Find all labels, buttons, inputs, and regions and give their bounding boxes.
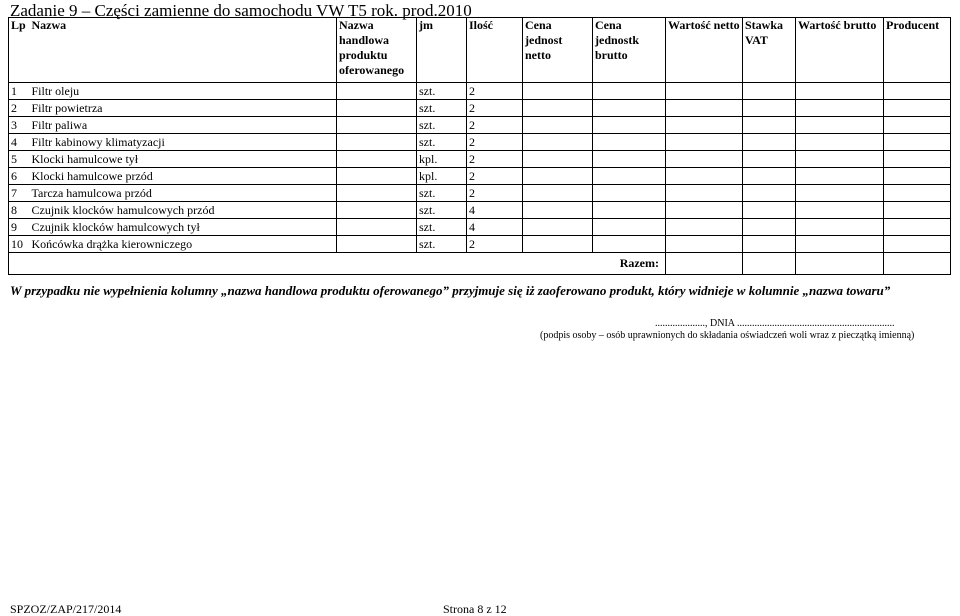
row-producent[interactable] [884,151,951,168]
row-wartosc-netto[interactable] [666,100,743,117]
header-ilosc: Ilość [467,18,523,83]
row-nazwa-handlowa[interactable] [337,168,417,185]
row-lp: 6 [9,168,30,185]
table-row [9,168,951,185]
row-lp: 10 [9,236,30,253]
row-nazwa: Tarcza hamulcowa przód [30,185,337,202]
header-nazwa-handlowa: Nazwa handlowa produktu oferowanego [337,18,417,83]
row-producent[interactable] [884,185,951,202]
header-cena-netto: Cena jednost netto [523,18,593,83]
row-cena-brutto[interactable] [593,117,666,134]
row-jm: szt. [417,117,467,134]
row-jm: szt. [417,83,467,100]
row-wartosc-netto[interactable] [666,117,743,134]
row-nazwa: Filtr powietrza [30,100,337,117]
table-row [9,236,951,253]
signature-date-line: ...................., DNIA ............................................................... [655,318,895,329]
row-nazwa-handlowa[interactable] [337,219,417,236]
row-cena-netto[interactable] [523,83,593,100]
header-producent: Producent [884,18,951,83]
row-nazwa-handlowa[interactable] [337,151,417,168]
document-title: Zadanie 9 – Części zamienne do samochodu VW T5 rok. prod.2010 [10,1,472,20]
row-ilosc: 4 [467,202,523,219]
row-ilosc: 2 [467,151,523,168]
table-row [9,100,951,117]
row-wartosc-netto[interactable] [666,83,743,100]
row-lp: 1 [9,83,30,100]
row-cena-netto[interactable] [523,151,593,168]
row-nazwa: Końcówka drążka kierowniczego [30,236,337,253]
row-cena-brutto[interactable] [593,219,666,236]
row-producent[interactable] [884,202,951,219]
row-wartosc-brutto[interactable] [796,236,884,253]
row-stawka-vat[interactable] [743,117,796,134]
row-cena-netto[interactable] [523,185,593,202]
row-ilosc: 2 [467,185,523,202]
row-ilosc: 4 [467,219,523,236]
row-nazwa-handlowa[interactable] [337,100,417,117]
row-ilosc: 2 [467,117,523,134]
table-row [9,117,951,134]
row-nazwa-handlowa[interactable] [337,117,417,134]
row-nazwa: Filtr kabinowy klimatyzacji [30,134,337,151]
row-cena-netto[interactable] [523,202,593,219]
row-cena-brutto[interactable] [593,134,666,151]
row-wartosc-brutto[interactable] [796,117,884,134]
row-wartosc-netto[interactable] [666,236,743,253]
total-wartosc-netto[interactable] [666,253,743,275]
row-wartosc-brutto[interactable] [796,202,884,219]
table-row [9,151,951,168]
row-lp: 9 [9,219,30,236]
row-stawka-vat[interactable] [743,168,796,185]
total-stawka-vat[interactable] [743,253,796,275]
footer-page-number: Strona 8 z 12 [443,602,507,616]
row-cena-netto[interactable] [523,168,593,185]
table-row [9,83,951,100]
row-lp: 5 [9,151,30,168]
row-stawka-vat[interactable] [743,100,796,117]
row-wartosc-netto[interactable] [666,151,743,168]
header-jm: jm [417,18,467,83]
row-wartosc-brutto[interactable] [796,219,884,236]
row-jm: szt. [417,236,467,253]
row-nazwa: Klocki hamulcowe przód [30,168,337,185]
row-wartosc-netto[interactable] [666,185,743,202]
row-wartosc-brutto[interactable] [796,168,884,185]
row-wartosc-netto[interactable] [666,168,743,185]
row-jm: szt. [417,202,467,219]
row-wartosc-netto[interactable] [666,202,743,219]
row-cena-brutto[interactable] [593,202,666,219]
row-jm: szt. [417,185,467,202]
row-lp: 8 [9,202,30,219]
row-jm: szt. [417,219,467,236]
row-ilosc: 2 [467,168,523,185]
row-nazwa: Czujnik klocków hamulcowych tył [30,219,337,236]
total-producent[interactable] [884,253,951,275]
table-row [9,134,951,151]
table-row [9,219,951,236]
row-stawka-vat[interactable] [743,134,796,151]
row-wartosc-netto[interactable] [666,219,743,236]
row-nazwa-handlowa[interactable] [337,202,417,219]
row-stawka-vat[interactable] [743,219,796,236]
row-nazwa-handlowa[interactable] [337,134,417,151]
row-cena-brutto[interactable] [593,236,666,253]
row-nazwa: Czujnik klocków hamulcowych przód [30,202,337,219]
row-producent[interactable] [884,236,951,253]
header-stawka-vat: Stawka VAT [743,18,796,83]
row-lp: 4 [9,134,30,151]
row-wartosc-brutto[interactable] [796,100,884,117]
row-nazwa-handlowa[interactable] [337,236,417,253]
row-nazwa-handlowa[interactable] [337,185,417,202]
table-header-row [9,18,951,83]
row-lp: 2 [9,100,30,117]
row-nazwa: Filtr oleju [30,83,337,100]
parts-table [8,17,951,275]
row-stawka-vat[interactable] [743,185,796,202]
row-stawka-vat[interactable] [743,202,796,219]
row-nazwa-handlowa[interactable] [337,83,417,100]
row-producent[interactable] [884,83,951,100]
row-producent[interactable] [884,134,951,151]
header-cena-brutto: Cena jednostk brutto [593,18,666,83]
row-cena-netto[interactable] [523,134,593,151]
row-cena-netto[interactable] [523,236,593,253]
total-wartosc-brutto[interactable] [796,253,884,275]
row-stawka-vat[interactable] [743,236,796,253]
row-jm: szt. [417,100,467,117]
razem-label: Razem: [9,253,666,275]
row-cena-brutto[interactable] [593,185,666,202]
row-cena-brutto[interactable] [593,151,666,168]
table-row [9,202,951,219]
row-cena-brutto[interactable] [593,100,666,117]
row-cena-brutto[interactable] [593,168,666,185]
row-ilosc: 2 [467,134,523,151]
row-jm: szt. [417,134,467,151]
instruction-note: W przypadku nie wypełnienia kolumny „nazwa handlowa produktu oferowanego” przyjmuje się iż zaoferowano produkt, który widnieje w kolumnie „nazwa towaru” [10,283,891,298]
row-nazwa: Klocki hamulcowe tył [30,151,337,168]
row-ilosc: 2 [467,100,523,117]
row-producent[interactable] [884,168,951,185]
row-cena-netto[interactable] [523,100,593,117]
row-cena-netto[interactable] [523,219,593,236]
row-jm: kpl. [417,151,467,168]
row-ilosc: 2 [467,236,523,253]
row-wartosc-brutto[interactable] [796,83,884,100]
row-stawka-vat[interactable] [743,151,796,168]
total-row [9,253,951,275]
header-wartosc-brutto: Wartość brutto [796,18,884,83]
row-lp: 7 [9,185,30,202]
row-wartosc-brutto[interactable] [796,185,884,202]
header-nazwa: Nazwa [30,18,337,83]
row-wartosc-netto[interactable] [666,134,743,151]
table-row [9,185,951,202]
row-lp: 3 [9,117,30,134]
row-producent[interactable] [884,117,951,134]
header-lp: Lp [9,18,30,83]
row-nazwa: Filtr paliwa [30,117,337,134]
header-wartosc-netto: Wartość netto [666,18,743,83]
row-cena-netto[interactable] [523,117,593,134]
row-wartosc-brutto[interactable] [796,151,884,168]
signature-caption: (podpis osoby – osób uprawnionych do składania oświadczeń woli wraz z pieczątką imienną) [540,330,915,341]
row-jm: kpl. [417,168,467,185]
row-ilosc: 2 [467,83,523,100]
footer-reference: SPZOZ/ZAP/217/2014 [10,602,122,616]
row-wartosc-brutto[interactable] [796,134,884,151]
row-cena-brutto[interactable] [593,83,666,100]
row-stawka-vat[interactable] [743,83,796,100]
row-producent[interactable] [884,219,951,236]
row-producent[interactable] [884,100,951,117]
